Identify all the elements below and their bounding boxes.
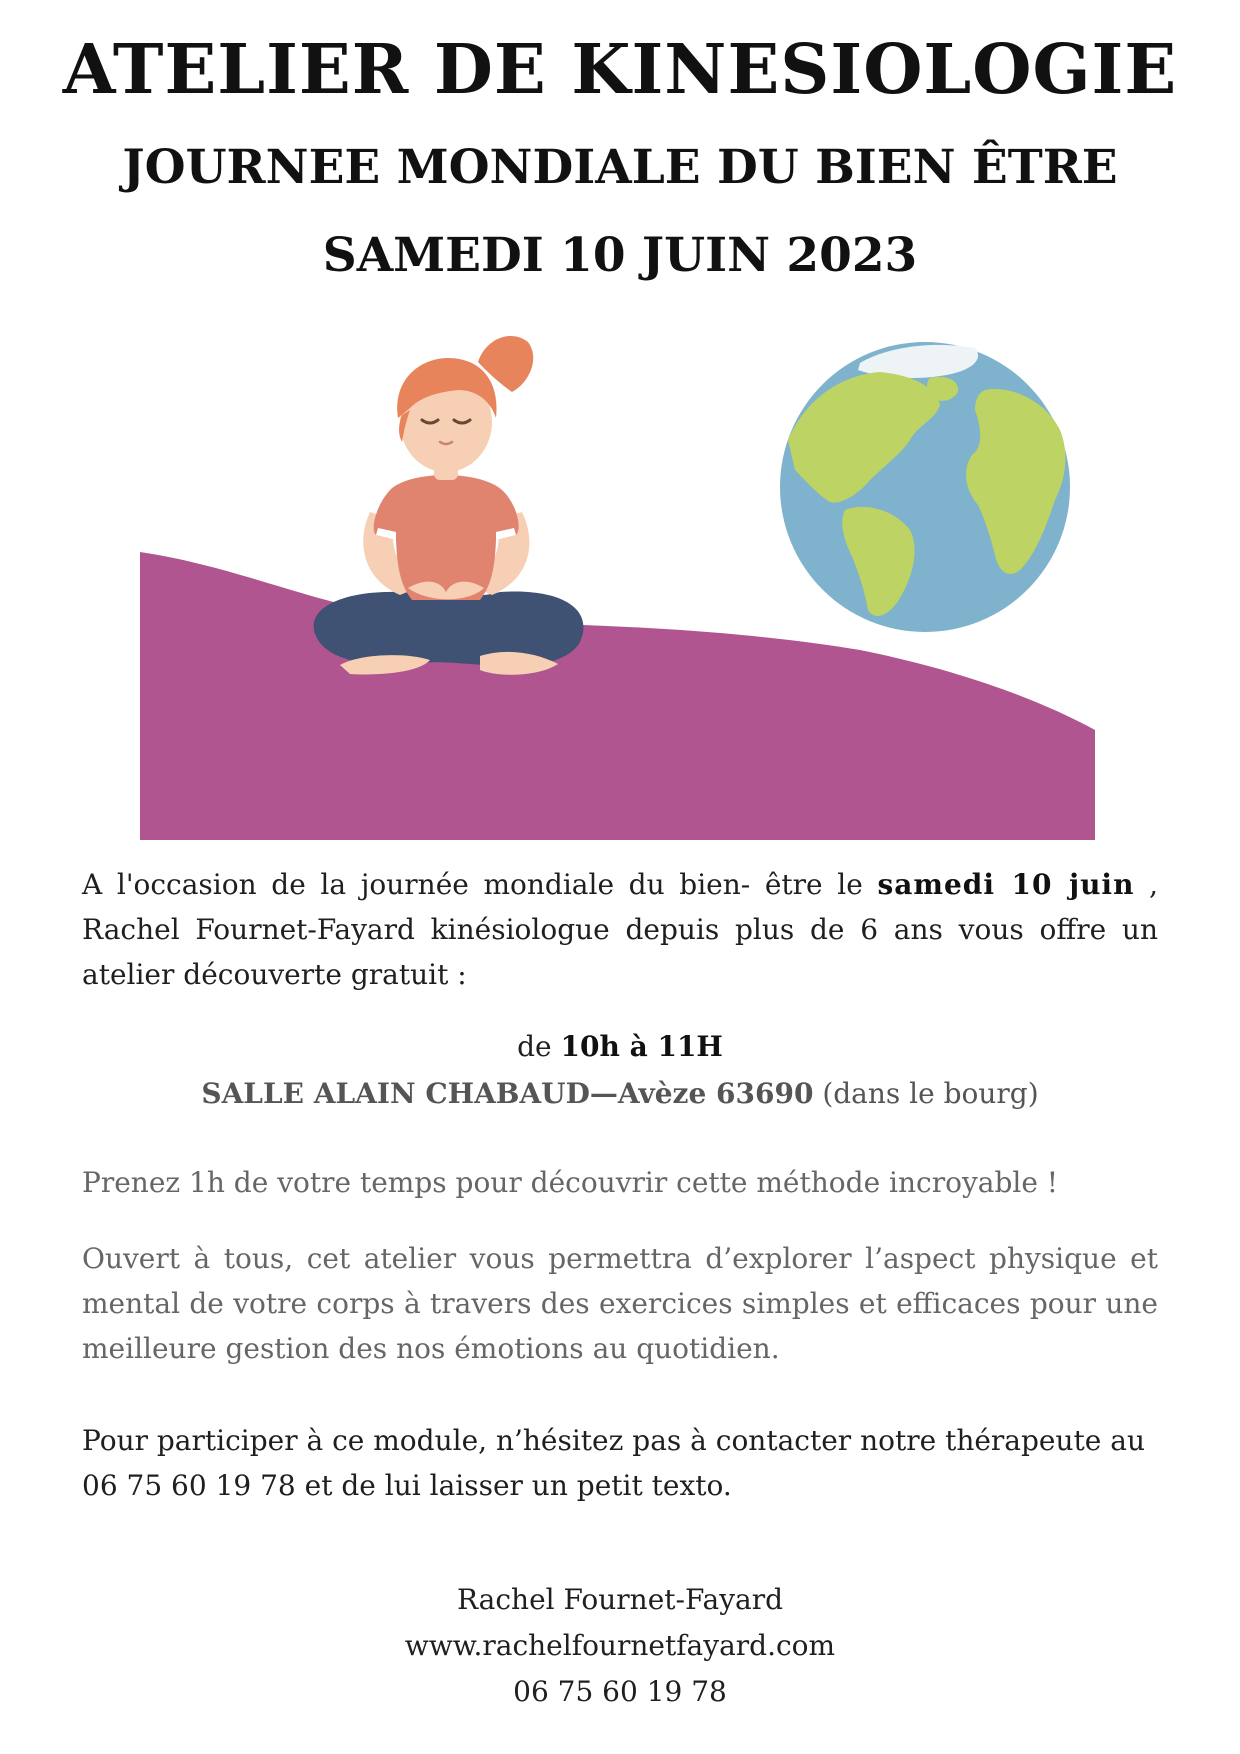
globe-icon xyxy=(780,342,1070,632)
venue-note: (dans le bourg) xyxy=(813,1077,1039,1110)
meditation-illustration xyxy=(140,330,1100,840)
intro-date-bold: samedi 10 juin xyxy=(877,868,1135,901)
signature-phone: 06 75 60 19 78 xyxy=(513,1675,727,1708)
signature-name: Rachel Fournet-Fayard xyxy=(456,1583,784,1616)
event-date: SAMEDI 10 JUIN 2023 xyxy=(322,228,918,283)
schedule-time xyxy=(0,1030,1240,1063)
schedule-venue xyxy=(0,1077,1240,1110)
paragraph-prenez: Prenez 1h de votre temps pour découvrir cette méthode incroyable ! xyxy=(82,1166,1059,1199)
page-title: ATELIER DE KINESIOLOGIE xyxy=(62,30,1178,110)
intro-paragraph xyxy=(82,862,1158,997)
paragraph-ouvert: Ouvert à tous, cet atelier vous permettra d’explorer l’aspect physique et mental de votre corps à travers des exercices simples et efficaces pour une meilleure gestion des nos émotions au quotidien. xyxy=(82,1242,1158,1365)
page-subtitle: JOURNEE MONDIALE DU BIEN ÊTRE xyxy=(122,140,1118,195)
paragraph-contact: Pour participer à ce module, n’hésitez pas à contacter notre thérapeute au 06 75 60 19 78 et de lui laisser un petit texto. xyxy=(82,1424,1145,1502)
venue-name: SALLE ALAIN CHABAUD—Avèze 63690 xyxy=(201,1077,814,1110)
time-prefix: de xyxy=(517,1030,561,1063)
time-range: 10h à 11H xyxy=(560,1030,723,1063)
intro-text-2: , Rachel Fournet-Fayard kinésiologue depuis plus de 6 ans vous offre un atelier découverte gratuit : xyxy=(82,868,1158,991)
intro-text-1: A l'occasion de la journée mondiale du bien- être le xyxy=(82,868,878,901)
meditating-woman-icon xyxy=(314,336,584,675)
signature-website: www.rachelfournetfayard.com xyxy=(404,1629,836,1662)
